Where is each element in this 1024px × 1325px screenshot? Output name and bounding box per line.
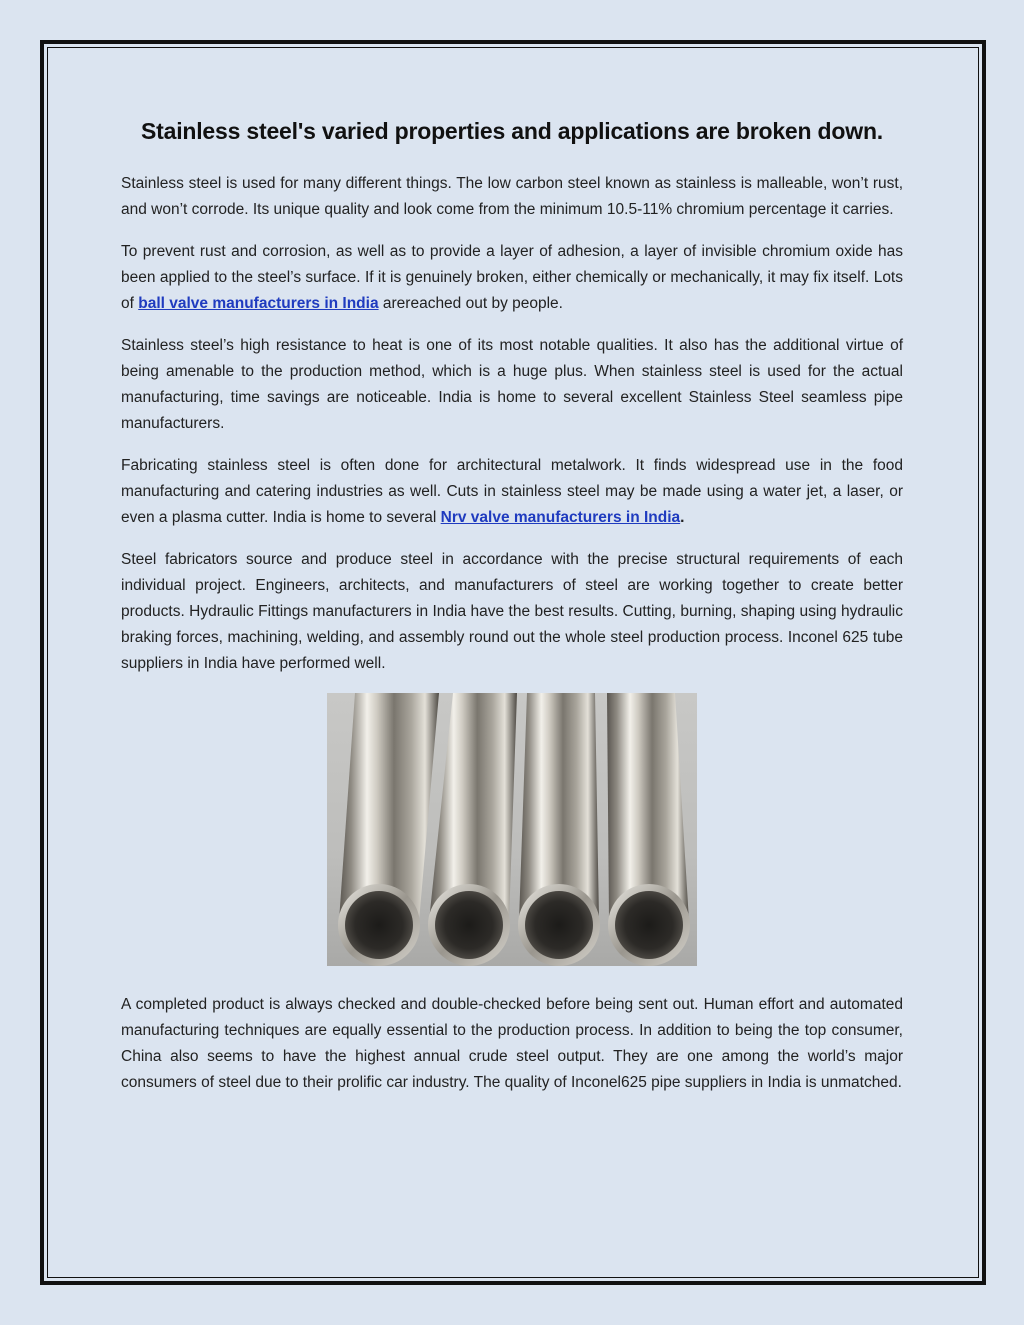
- document-title: Stainless steel's varied properties and applications are broken down.: [141, 118, 883, 144]
- paragraph-4-text-after: .: [680, 509, 685, 526]
- steel-pipes-illustration: [327, 693, 697, 966]
- pipe-3: [518, 693, 600, 966]
- paragraph-3: Stainless steel’s high resistance to heat is one of its most notable qualities. It also has the additional virtue of being amenable to the production method, which is a huge plus. When stainless steel is used for the actual manufacturing, time savings are noticeable. India is home to several excellent Stainless Steel seamless pipe manufacturers.: [121, 337, 903, 432]
- paragraph-4-text-before: Fabricating stainless steel is often done for architectural metalwork. It finds widespread use in the food manufacturing and catering industries as well. Cuts in stainless steel may be made using a water jet, a laser, or even a plasma cutter. India is home to several: [121, 457, 903, 526]
- nrv-valve-link[interactable]: Nrv valve manufacturers in India: [440, 509, 681, 526]
- document-content: [121, 118, 903, 1112]
- ball-valve-link[interactable]: ball valve manufacturers in India: [138, 295, 379, 312]
- paragraph-2-text-before: To prevent rust and corrosion, as well as to provide a layer of adhesion, a layer of invisible chromium oxide has been applied to the steel’s surface. If it is genuinely broken, either chemically or mechanically, it may fix itself. Lots of: [121, 243, 903, 312]
- paragraph-5: Steel fabricators source and produce steel in accordance with the precise structural requirements of each individual project. Engineers, architects, and manufacturers of steel are working together to create better products. Hydraulic Fittings manufacturers in India have the best results. Cutting, burning, shaping using hydraulic braking forces, machining, welding, and assembly round out the whole steel production process. Inconel 625 tube suppliers in India have performed well.: [121, 551, 903, 672]
- paragraph-1: Stainless steel is used for many different things. The low carbon steel known as stainless is malleable, won’t rust, and won’t corrode. Its unique quality and look come from the minimum 10.5-11% chromium percentage it carries.: [121, 175, 903, 218]
- steel-pipes-image: [327, 693, 697, 966]
- paragraph-2-text-after: arereached out by people.: [378, 295, 563, 312]
- paragraph-4: [121, 453, 903, 531]
- paragraph-6: A completed product is always checked and double-checked before being sent out. Human effort and automated manufacturing techniques are equally essential to the production process. In addition to being the top consumer, China also seems to have the highest annual crude steel output. They are one among the world’s major consumers of steel due to their prolific car industry. The quality of Inconel625 pipe suppliers in India is unmatched.: [121, 996, 903, 1091]
- paragraph-2: [121, 239, 903, 317]
